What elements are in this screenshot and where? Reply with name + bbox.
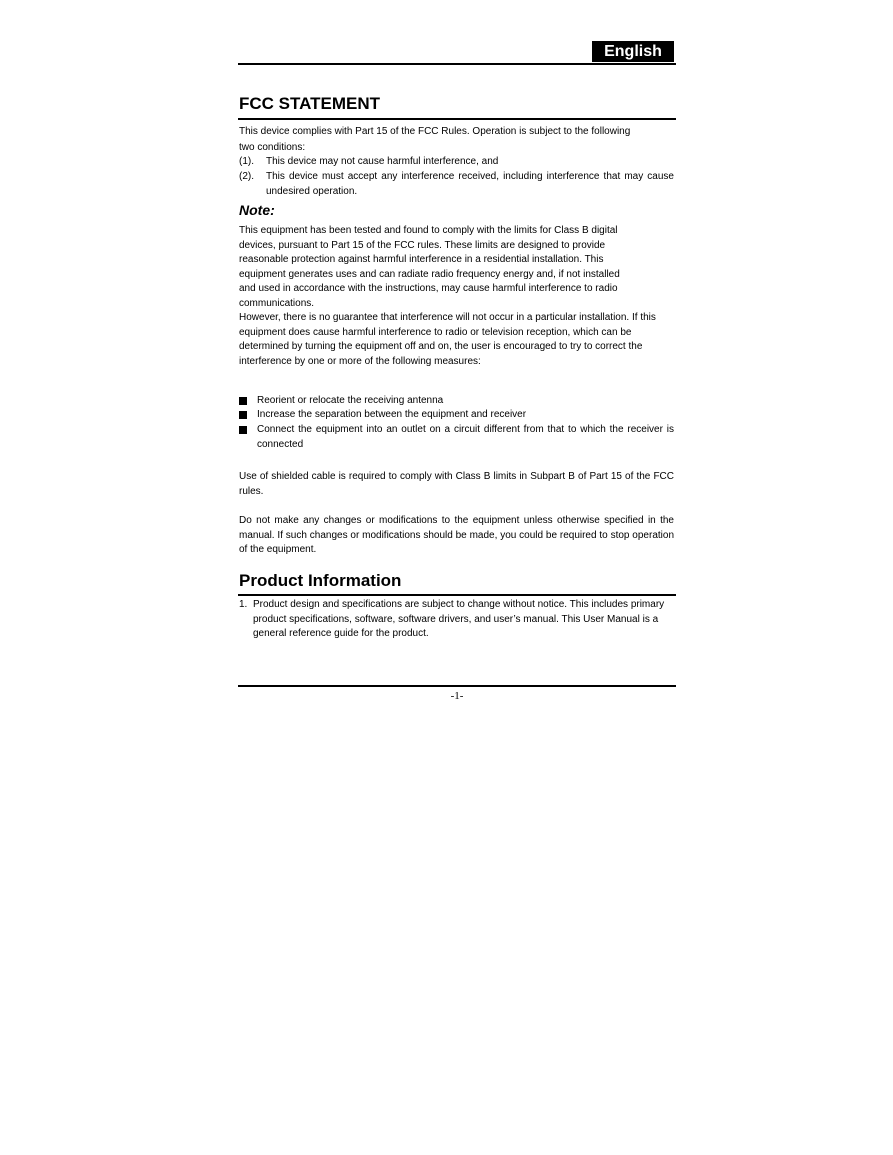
product-title-rule: [238, 594, 676, 596]
measure-3-text: Connect the equipment into an outlet on a circuit different from that to which the receiver is connected: [257, 424, 674, 450]
note-label: Note:: [239, 202, 275, 218]
condition-1-text: This device may not cause harmful interference, and: [266, 156, 499, 167]
note-text: This equipment has been tested and found to comply with the limits for Class B digital devices, pursuant to Part 15 of the FCC rules. These limits are designed to provide reasonable protection against harmful interference in a residential installation. This equipment generates uses and can radiate radio frequency energy and, if not installed and used in accordance with the instructions, may cause harmful interference to radio communications.: [239, 225, 620, 309]
product-item-1-number: 1.: [239, 599, 248, 610]
language-tab: English: [592, 41, 674, 62]
header-rule: [238, 63, 676, 65]
product-item-1-text: Product design and specifications are subject to change without notice. This includes primary product specifications, software, software drivers, and user’s manual. This User Manual is a general reference guide for the product.: [253, 599, 665, 640]
fcc-intro-line2: two conditions:: [239, 142, 306, 153]
condition-2-text: This device must accept any interference received, including interference that may cause undesired operation.: [266, 171, 674, 197]
fcc-title-rule: [238, 118, 676, 120]
bullet-square-icon: [239, 426, 247, 434]
bullet-square-icon: [239, 411, 247, 419]
modifications-text: Do not make any changes or modifications to the equipment unless otherwise specified in the manual. If such changes or modifications should be made, you could be required to stop operation of the equipment.: [239, 515, 674, 556]
page-number: -1-: [450, 690, 464, 702]
measure-1-text: Reorient or relocate the receiving antenna: [257, 395, 444, 406]
footer-rule: [238, 685, 676, 687]
fcc-statement-title: FCC STATEMENT: [239, 94, 381, 113]
condition-1-number: (1).: [239, 156, 254, 167]
however-text: However, there is no guarantee that interference will not occur in a particular installation. If this equipment does cause harmful interference to radio or television reception, which can be determined by turning the equipment off and on, the user is encouraged to try to correct the interference by one or more of the following measures:: [239, 312, 656, 367]
condition-2-number: (2).: [239, 171, 254, 182]
bullet-square-icon: [239, 397, 247, 405]
measure-2-text: Increase the separation between the equipment and receiver: [257, 409, 527, 420]
shielded-cable-text: Use of shielded cable is required to comply with Class B limits in Subpart B of Part 15 of the FCC rules.: [239, 471, 674, 497]
fcc-intro-line1: This device complies with Part 15 of the FCC Rules. Operation is subject to the following: [239, 126, 631, 137]
product-information-title: Product Information: [239, 571, 402, 590]
